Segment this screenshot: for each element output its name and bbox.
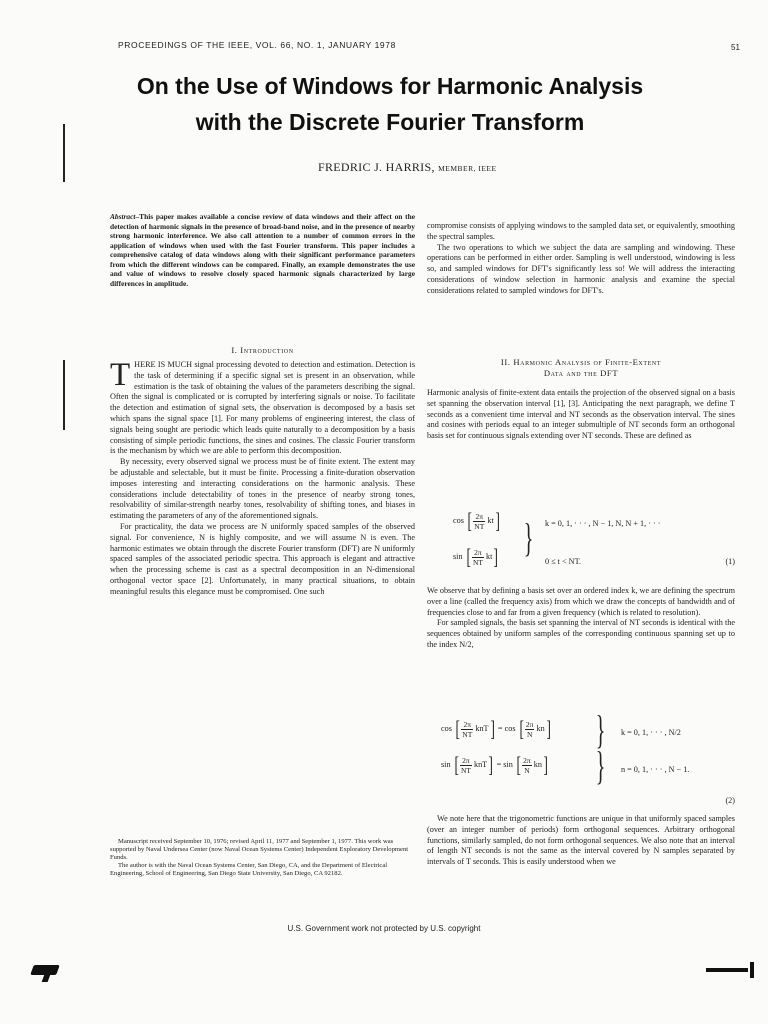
eq2-bracket-2c: ] bbox=[546, 716, 551, 741]
eq1-condition-2: 0 ≤ t < NT. bbox=[545, 557, 582, 566]
eq1-bracket-close-2: ] bbox=[493, 544, 499, 569]
intro-paragraph-2: By necessity, every observed signal we process must be of finite extent. The extent may be adjustable and selectable, but it must be finite. Processing a finite-duration observation imposes interesting and interacting considerations on the harmonic analysis. These considerations include detectability of tones in the presence of nearby strong tones, resolvability of similar-strength nearby tones, resolvability of shifting tones, and biases in estimating the parameters of any of the aforementioned signals. bbox=[110, 457, 415, 521]
section-2-paragraph-3: For sampled signals, the basis set spanning the interval of NT seconds is identical with the sequences obtained by uniform samples of the corresponding continuous spanning set up to the index N/2, bbox=[427, 618, 735, 649]
eq2-bracket: [ bbox=[455, 716, 460, 741]
eq2-knT-2: knT bbox=[473, 759, 488, 769]
eq2-condition-2: n = 0, 1, · · · , N − 1. bbox=[621, 765, 690, 774]
eq1-bracket-close: ] bbox=[495, 508, 500, 533]
eq2-number: (2) bbox=[725, 796, 735, 805]
eq2-bracket-4c: ] bbox=[543, 752, 548, 777]
eq2-bracket-c: ] bbox=[490, 716, 495, 741]
margin-rule-top bbox=[63, 124, 65, 182]
eq1-kt-1: kt bbox=[487, 515, 494, 525]
abstract bbox=[110, 212, 415, 288]
eq2-cos-left: cos bbox=[441, 723, 452, 733]
intro-lead-caps: HERE IS MUCH bbox=[134, 360, 193, 369]
author-name: FREDRIC J. HARRIS, bbox=[318, 160, 435, 174]
section-2-heading-line-1: II. Harmonic Analysis of Finite-Extent bbox=[500, 357, 662, 367]
equation-1 bbox=[427, 500, 735, 580]
equation-1-row-sin bbox=[453, 546, 500, 568]
eq2-fraction-1: $\frac{2\pi}{NT}$ bbox=[462, 719, 473, 739]
introduction-text bbox=[110, 357, 416, 598]
footnote bbox=[110, 838, 415, 878]
eq2-equals-1: = bbox=[497, 723, 503, 733]
eq2-fraction-2: $\frac{2\pi}{N}$ bbox=[525, 719, 534, 739]
eq2-bracket-2: [ bbox=[519, 716, 524, 741]
author-line bbox=[318, 160, 497, 175]
right-paragraph-2: The two operations to which we subject the data are sampling and windowing. These operations can be performed in either order. Sampling is well understood, windowing is less so, and sampled windows for DFT's significantly less so! We will address the interacting considerations of window selection in harmonic analysis and examine the special considerations related to sampled windows for DFT's. bbox=[427, 242, 735, 295]
equation-2-row-cos bbox=[441, 718, 552, 740]
author-affiliation: MEMBER, IEEE bbox=[438, 164, 497, 173]
abstract-text: –This paper makes available a concise review of data windows and their affect on the detection of harmonic signals in the presence of broad-band noise, and in the presence of nearby strong harmonic interference. We also call attention to a number of common errors in the application of windows when used with the fast Fourier transform. This paper includes a comprehensive catalog of data windows along with their significant performance parameters from which the different windows can be compared. Finally, an example demonstrates the use and value of windows to resolve closely spaced harmonic signals characterized by large differences in amplitude. bbox=[110, 212, 415, 288]
equation-2-row-sin bbox=[441, 754, 549, 776]
section-2-heading-line-2: Data and the DFT bbox=[543, 368, 619, 378]
title-line-2: with the Discrete Fourier Transform bbox=[195, 109, 585, 135]
margin-rule-bottom bbox=[63, 360, 65, 430]
section-heading-introduction: I. Introduction bbox=[231, 345, 294, 355]
footnote-affiliation: The author is with the Naval Ocean Systems Center, San Diego, CA, and the Department of Electrical Engineering, School of Engineering, San Diego State University, San Diego, CA 92182. bbox=[110, 862, 388, 877]
footnote-manuscript: Manuscript received September 10, 1976; revised April 11, 1977 and September 1, 1977. This work was supported by Naval Undersea Center (now Naval Ocean Systems Center) Independent Exploratory Development Funds. bbox=[110, 838, 409, 861]
eq2-bracket-3c: ] bbox=[488, 752, 494, 777]
right-paragraph-1: compromise consists of applying windows to the sampled data set, or equivalently, smoothing the spectral samples. bbox=[427, 221, 735, 241]
section-2-end bbox=[427, 814, 735, 868]
eq1-condition-1: k = 0, 1, · · · , N − 1, N, N + 1, · · · bbox=[545, 519, 661, 528]
intro-paragraph-3: For practicality, the data we process are N uniformly spaced samples of the observed signal. For convenience, N is highly composite, and we will assume N is even. The harmonic estimates we obtain through the discrete Fourier transform (DFT) are N uniformly spaced samples of the associated periodic spectra. This approach is elegant and attractive when the processing scheme is cast as a spectral decomposition in an N-dimensional orthogonal vector space [2]. Unfortunately, in many practical situations, to obtain meaningful results this elegance must be compromised. One such bbox=[110, 521, 415, 596]
eq2-cos-right: cos bbox=[504, 723, 516, 733]
eq2-kn-1: kn bbox=[536, 723, 545, 733]
eq2-sin-left: sin bbox=[441, 759, 451, 769]
drop-cap: T bbox=[110, 357, 131, 393]
eq2-sin-right: sin bbox=[503, 759, 513, 769]
section-2-paragraph-1: Harmonic analysis of finite-extent data entails the projection of the observed signal on a basis set spanning the observation interval [1], [3]. Anticipating the next paragraph, we define T seconds as a convenient time interval and NT seconds as the observation interval. The sines and cosines with periods equal to an integer submultiple of NT seconds form an orthogonal basis set for continuous signals extending over NT seconds. These are defined as bbox=[427, 388, 735, 441]
eq2-knT-1: knT bbox=[475, 723, 489, 733]
eq2-brace-upper: } bbox=[595, 707, 606, 752]
equation-1-row-cos bbox=[453, 510, 501, 532]
eq2-kn-2: kn bbox=[533, 759, 542, 769]
eq2-bracket-3: [ bbox=[454, 752, 459, 777]
section-heading-harmonic-analysis bbox=[427, 357, 735, 379]
eq2-brace-lower: } bbox=[595, 743, 606, 788]
copyright-footer: U.S. Government work not protected by U.S. copyright bbox=[287, 924, 481, 933]
eq2-bracket-4: [ bbox=[516, 752, 521, 777]
eq1-number: (1) bbox=[725, 557, 735, 566]
eq2-equals-2: = bbox=[496, 759, 502, 769]
eq2-fraction-3: $\frac{2\pi}{NT}$ bbox=[460, 755, 471, 775]
intro-paragraph-1-text: signal processing devoted to detection and estimation. Detection is the task of determining if a specific signal set is present in an observation, while estimation is the task of obtaining the values of the parameters describing the signal. Often the signal is complicated or is corrupted by interfering signals or noise. To facilitate the detection and estimation of signal sets, the observation is decomposed by a basis set which spans the signal space [1]. For many problems of engineering interest, the class of signals being sought are periodic which leads quite naturally to a decomposition by a basis consisting of simple periodic functions, the sines and cosines. The classic Fourier transform is the mechanism by which we are able to perform this decomposition. bbox=[110, 360, 416, 456]
section-2-intro bbox=[427, 388, 735, 442]
eq1-fraction-1: $\frac{2\pi}{NT}$ bbox=[474, 511, 485, 531]
paper-title bbox=[60, 68, 720, 140]
section-2-middle bbox=[427, 586, 735, 651]
eq1-fraction-2: $\frac{2\pi}{NT}$ bbox=[472, 547, 483, 567]
abstract-label: Abstract bbox=[110, 212, 136, 221]
section-2-paragraph-2: We observe that by defining a basis set over an ordered index k, we are defining the spectrum over a line (called the frequency axis) from which we draw the concepts of bandwidth and of frequencies close to and far from a given frequency (which is related to resolution). bbox=[427, 586, 735, 617]
eq1-bracket-open-2: [ bbox=[466, 544, 471, 569]
right-column-top bbox=[427, 221, 735, 297]
scan-artifact-left bbox=[30, 965, 60, 975]
scan-artifact-right bbox=[706, 968, 748, 972]
eq1-brace: } bbox=[523, 515, 534, 560]
eq1-bracket-open: [ bbox=[467, 508, 472, 533]
section-2-paragraph-4: We note here that the trigonometric functions are unique in that uniformly spaced samples (over an integer number of periods) form orthogonal sequences. Arbitrary orthogonal functions, similarly sampled, do not form orthogonal sequences. We also note that an interval of length NT seconds is not the same as the interval covered by N samples separated by intervals of T seconds. This is easily understood when we bbox=[427, 814, 735, 867]
eq2-condition-1: k = 0, 1, · · · , N/2 bbox=[621, 728, 681, 737]
page-number: 51 bbox=[731, 43, 740, 52]
running-head: PROCEEDINGS OF THE IEEE, VOL. 66, NO. 1, JANUARY 1978 bbox=[118, 40, 396, 50]
eq1-cos: cos bbox=[453, 515, 464, 525]
equation-2 bbox=[427, 707, 735, 812]
intro-paragraph-1 bbox=[110, 357, 416, 457]
eq1-kt-2: kt bbox=[485, 551, 493, 561]
eq1-sin: sin bbox=[453, 551, 463, 561]
title-line-1: On the Use of Windows for Harmonic Analysis bbox=[136, 73, 644, 99]
eq2-fraction-4: $\frac{2\pi}{N}$ bbox=[523, 755, 531, 775]
